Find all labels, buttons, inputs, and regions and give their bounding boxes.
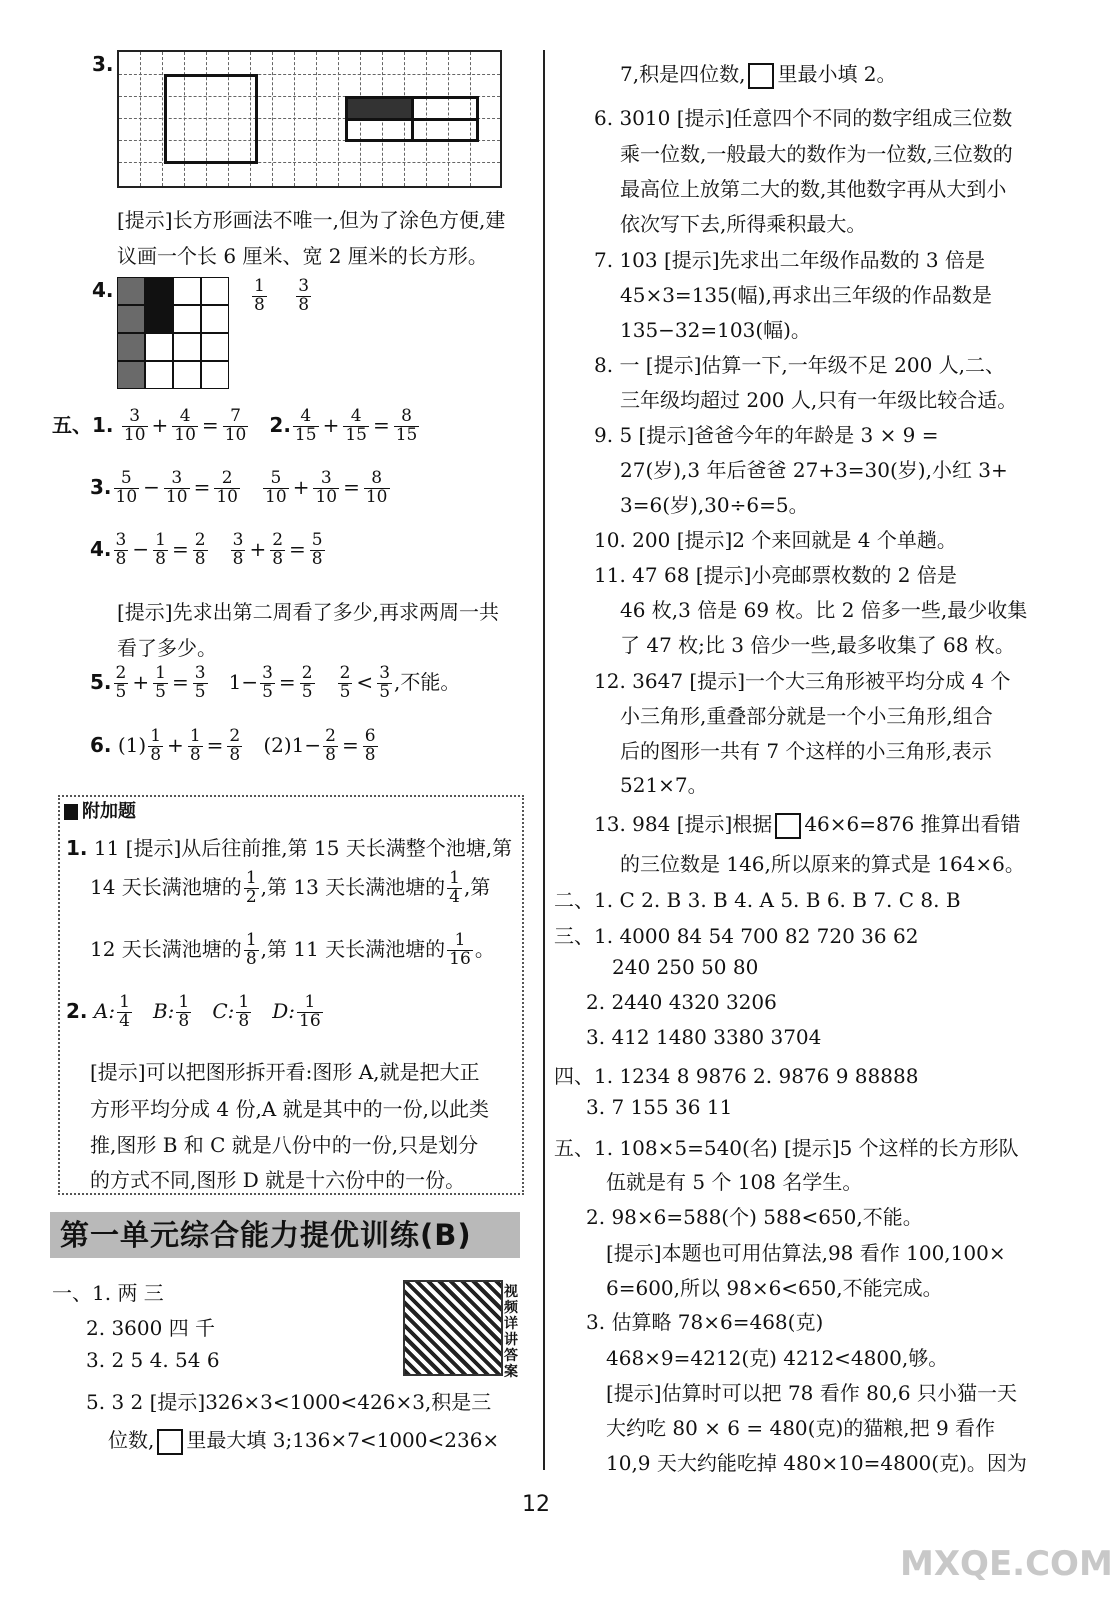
fraction: $\frac{2}{8}$: [229, 726, 241, 765]
r-q12-l4: 521×7。: [620, 773, 708, 797]
fraction: $\frac{4}{15}$: [294, 406, 317, 445]
fraction: $\frac{3}{5}$: [262, 663, 273, 702]
q4-fractions: $\frac{1}{8}$ $\frac{3}{8}$: [254, 276, 310, 315]
unit-q1: 一、1. 两 三: [52, 1281, 164, 1305]
operator: =: [343, 474, 360, 499]
blank-box: [748, 63, 774, 89]
r-q11-l2: 46 枚,3 倍是 69 枚。比 2 倍多一些,最少收集: [620, 598, 1028, 622]
rectangle-grid: [117, 50, 502, 188]
operator: +: [132, 669, 150, 694]
fraction: $\frac{2}{8}$: [272, 530, 284, 569]
r-q8-l2: 三年级均超过 200 人,只有一年级比较合适。: [620, 388, 1018, 412]
fraction: $\frac{2}{5}$: [339, 663, 351, 702]
unit-q3: 3. 2 5 4. 54 6: [86, 1348, 220, 1372]
r-q6-l2: 乘一位数,一般最大的数作为一位数,三位数的: [620, 142, 1013, 166]
fraction: $\frac{3}{10}$: [165, 468, 188, 507]
fraction: $\frac{3}{5}$: [379, 663, 391, 702]
s2-answers: 二、1. C 2. B 3. B 4. A 5. B 6. B 7. C 8. B: [554, 888, 961, 912]
s5-1-l2: 伍就是有 5 个 108 名学生。: [606, 1170, 863, 1194]
operator: +: [151, 412, 169, 437]
qr-code-label: 视频详讲答案: [504, 1284, 518, 1380]
blank-box: [775, 813, 801, 839]
watermark: MXQE.COM: [900, 1544, 1113, 1584]
fraction-grid: [117, 277, 229, 389]
r-q12-l1: 12. 3647 [提示]一个大三角形被平均分成 4 个: [594, 669, 1011, 693]
r-q6-l4: 依次写下去,所得乘积最大。: [620, 212, 867, 236]
bonus-2-hint1: [提示]可以把图形拆开看:图形 A,就是把大正: [90, 1060, 480, 1084]
operator: =: [193, 474, 211, 499]
r-q9-l3: 3=6(岁),30÷6=5。: [620, 493, 809, 517]
s5-3-l4: 大约吃 80 × 6 = 480(克)的猫粮,把 9 看作: [606, 1416, 996, 1440]
page-number: 12: [522, 1492, 550, 1517]
r-q7-l3: 135−32=103(幅)。: [620, 318, 811, 342]
s5-4-hint: [提示]先求出第二周看了多少,再求两周一共: [117, 600, 499, 624]
unit-q2: 2. 3600 四 千: [86, 1316, 216, 1340]
r-q7-l2: 45×3=135(幅),再求出三年级的作品数是: [620, 283, 992, 307]
r-q12-l3: 后的图形一共有 7 个这样的小三角形,表示: [620, 739, 992, 763]
s5-3-l5: 10,9 天大约能吃掉 480×10=4800(克)。因为: [606, 1451, 1027, 1475]
r-q11-l1: 11. 47 68 [提示]小亮邮票枚数的 2 倍是: [594, 563, 957, 587]
fraction: $\frac{5}{8}$: [311, 530, 323, 569]
operator: =: [278, 669, 296, 694]
fraction: $\frac{6}{8}$: [364, 726, 376, 765]
fraction: $\frac{1}{8}$: [155, 530, 166, 569]
fraction: $\frac{3}{8}$: [232, 530, 244, 569]
r-q9-l2: 27(岁),3 年后爸爸 27+3=30(岁),小红 3+: [620, 458, 1008, 482]
fraction: $\frac{2}{5}$: [301, 663, 313, 702]
bonus-1-line1: 1. 11 [提示]从后往前推,第 15 天长满整个池塘,第: [66, 836, 513, 860]
s4-3: 3. 7 155 36 11: [586, 1095, 733, 1119]
s5-row5: 5. $\frac{2}{5}$ + $\frac{1}{5}$ = $\frac{3}{5}$ 1− $\frac{3}{5}$ = $\frac{2}{5}$ $\frac{2}{5}$ < $\frac{3}{5}$ ,不能。: [90, 663, 461, 702]
s5-2-l2: [提示]本题也可用估算法,98 看作 100,100×: [606, 1241, 1006, 1265]
fraction: $\frac{2}{8}$: [325, 726, 336, 765]
s5-3-l2: 468×9=4212(克) 4212<4800,够。: [606, 1346, 949, 1370]
fraction: $\frac{2}{5}$: [115, 663, 127, 702]
bonus-2-hint4: 的方式不同,图形 D 就是十六份中的一份。: [90, 1168, 466, 1192]
r-q6-l1: 6. 3010 [提示]任意四个不同的数字组成三位数: [594, 106, 1013, 130]
operator: =: [289, 536, 306, 561]
operator: −: [143, 474, 160, 499]
qr-code-icon[interactable]: [403, 1280, 503, 1376]
r-line0: 7,积是四位数, 里最小填 2。: [620, 58, 897, 89]
operator: +: [167, 732, 184, 757]
unit-title-banner: 第一单元综合能力提优训练(B): [50, 1212, 520, 1258]
operator: =: [201, 412, 219, 437]
blank-box: [157, 1429, 183, 1455]
operator: =: [171, 669, 189, 694]
shaded-part: [348, 99, 412, 119]
s3-3: 3. 412 1480 3380 3704: [586, 1025, 822, 1049]
q3-label: 3.: [92, 52, 114, 76]
fraction: $\frac{3}{10}$: [123, 406, 146, 445]
s4-1: 四、1. 1234 8 9876 2. 9876 9 88888: [554, 1064, 919, 1088]
fraction: $\frac{3}{8}$: [115, 530, 127, 569]
r-q11-l3: 了 47 枚;比 3 倍少一些,最多收集了 68 枚。: [620, 633, 1015, 657]
q3-hint: [提示]长方形画法不唯一,但为了涂色方便,建: [117, 208, 506, 232]
fraction: $\frac{8}{10}$: [365, 468, 388, 507]
fraction: $\frac{2}{8}$: [194, 530, 206, 569]
s5-row3: 3. $\frac{5}{10}$ − $\frac{3}{10}$ = $\frac{2}{10}$ $\frac{5}{10}$ + $\frac{3}{10}$ = $\frac{8}{10}$: [90, 468, 388, 507]
s5-1-l1: 五、1. 108×5=540(名) [提示]5 个这样的长方形队: [554, 1136, 1019, 1160]
operator: <: [356, 669, 374, 694]
square-shape: [164, 74, 258, 164]
r-q13-l1: 13. 984 [提示]根据 46×6=876 推算出看错: [594, 808, 1021, 839]
bonus-1-line2: 14 天长满池塘的 $\frac{1}{2}$ ,第 13 天长满池塘的 $\frac{1}{4}$ ,第: [90, 868, 491, 907]
fraction: $\frac{3}{10}$: [315, 468, 338, 507]
s3-2: 2. 2440 4320 3206: [586, 990, 777, 1014]
r-q9-l1: 9. 5 [提示]爸爸今年的年龄是 3 × 9 =: [594, 423, 939, 447]
operator: −: [132, 536, 150, 561]
fraction: $\frac{5}{10}$: [115, 468, 138, 507]
fraction: $\frac{1}{8}$: [189, 726, 201, 765]
s5-2-l1: 2. 98×6=588(个) 588<650,不能。: [586, 1205, 923, 1229]
operator: =: [171, 536, 189, 561]
operator: +: [322, 412, 340, 437]
fraction: $\frac{1}{8}$: [150, 726, 162, 765]
bonus-2-hint3: 推,图形 B 和 C 就是八份中的一份,只是划分: [90, 1133, 479, 1157]
r-q6-l3: 最高位上放第二大的数,其他数字再从大到小: [620, 177, 1007, 201]
operator: =: [372, 412, 390, 437]
fraction: $\frac{1}{5}$: [155, 663, 166, 702]
r-q8-l1: 8. 一 [提示]估算一下,一年级不足 200 人,二、: [594, 353, 1006, 377]
fraction: $\frac{7}{10}$: [224, 406, 247, 445]
s5-2-l3: 6=600,所以 98×6<650,不能完成。: [606, 1276, 943, 1300]
q4-label: 4.: [92, 278, 114, 302]
fraction: $\frac{8}{15}$: [395, 406, 418, 445]
s3-1-l1: 三、1. 4000 84 54 700 82 720 36 62: [554, 924, 919, 948]
s5-row1: 五、1. $\frac{3}{10}$ + $\frac{4}{10}$ = $\frac{7}{10}$ 2. $\frac{4}{15}$ + $\frac{4}{15}$ = $\frac{8}{15}$: [52, 406, 418, 445]
operator: =: [206, 732, 224, 757]
fraction: $\frac{4}{10}$: [174, 406, 196, 445]
s5-4-hint-line2: 看了多少。: [117, 636, 217, 660]
bonus-2-answers: 2. A: $\frac{1}{4}$ B: $\frac{1}{8}$ C: $\frac{1}{8}$ D: $\frac{1}{16}$: [66, 992, 321, 1031]
bonus-2-hint2: 方形平均分成 4 份,A 就是其中的一份,以此类: [90, 1097, 489, 1121]
bonus-title: 附加题: [64, 797, 136, 823]
operator: +: [292, 474, 310, 499]
q3-hint-line2: 议画一个长 6 厘米、宽 2 厘米的长方形。: [117, 244, 488, 268]
r-q7-l1: 7. 103 [提示]先求出二年级作品数的 3 倍是: [594, 248, 986, 272]
fraction: $\frac{2}{10}$: [216, 468, 238, 507]
unit-q5-line2: 位数, 里最大填 3;136×7<1000<236×: [108, 1424, 499, 1455]
s5-row4: 4. $\frac{3}{8}$ − $\frac{1}{8}$ = $\frac{2}{8}$ $\frac{3}{8}$ + $\frac{2}{8}$ = $\frac{5}{8}$: [90, 530, 323, 569]
bonus-1-line3: 12 天长满池塘的 $\frac{1}{8}$ ,第 11 天长满池塘的 $\frac{1}{16}$ 。: [90, 930, 495, 969]
operator: =: [341, 732, 359, 757]
bonus-title-icon: [64, 804, 78, 820]
column-divider: [543, 50, 545, 1470]
fraction: $\frac{3}{5}$: [194, 663, 206, 702]
fraction: $\frac{5}{10}$: [265, 468, 287, 507]
r-q12-l2: 小三角形,重叠部分就是一个小三角形,组合: [620, 704, 993, 728]
r-q10: 10. 200 [提示]2 个来回就是 4 个单趟。: [594, 528, 957, 552]
s5-3-l1: 3. 估算略 78×6=468(克): [586, 1310, 824, 1334]
fraction: $\frac{4}{15}$: [345, 406, 367, 445]
s5-row6: 6. (1) $\frac{1}{8}$ + $\frac{1}{8}$ = $\frac{2}{8}$ (2)1− $\frac{2}{8}$ = $\frac{6}{8}$: [90, 726, 376, 765]
operator: +: [249, 536, 267, 561]
s3-1-l2: 240 250 50 80: [612, 955, 759, 979]
r-q13-l2: 的三位数是 146,所以原来的算式是 164×6。: [620, 852, 1025, 876]
unit-q5-line1: 5. 3 2 [提示]326×3<1000<426×3,积是三: [86, 1390, 492, 1414]
s5-3-l3: [提示]估算时可以把 78 看作 80,6 只小猫一天: [606, 1381, 1018, 1405]
